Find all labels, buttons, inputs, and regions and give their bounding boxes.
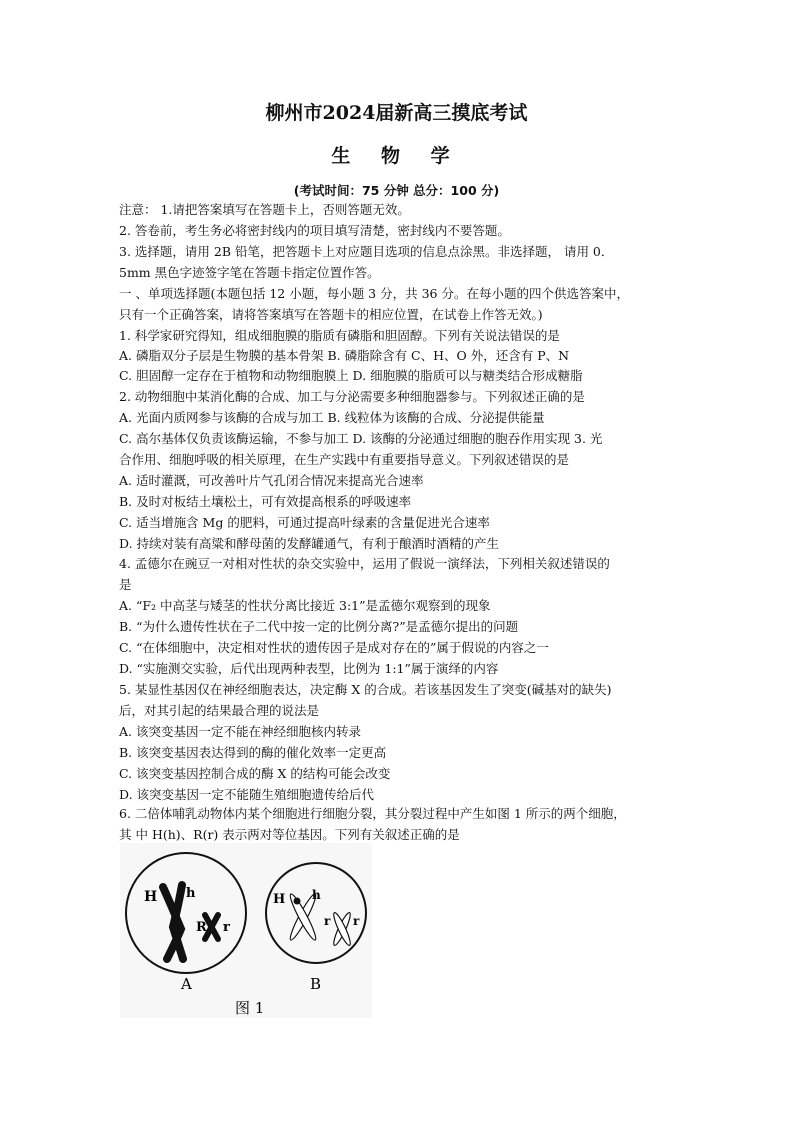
question-option: A. 适时灌溉，可改善叶片气孔闭合情况来提高光合速率 <box>119 473 424 488</box>
exam-info: (考试时间：75 分钟 总分：100 分) <box>293 183 500 198</box>
question-stem: 5. 某显性基因仅在神经细胞表达，决定酶 X 的合成。若该基因发生了突变(碱基对的缺失) <box>119 682 612 697</box>
question-option: A. 光面内质网参与该酶的合成与加工 B. 线粒体为该酶的合成、分泌提供能量 <box>119 410 545 425</box>
cell-a-label: A <box>181 975 192 993</box>
question-stem: 其 中 H(h)、R(r) 表示两对等位基因。下列有关叙述正确的是 <box>119 827 460 842</box>
question-option: D. 该突变基因一定不能随生殖细胞遗传给后代 <box>119 787 375 802</box>
gene-label-r: r <box>223 920 230 935</box>
exam-title: 柳州市2024届新高三摸底考试 <box>265 102 528 124</box>
question-option: C. 该突变基因控制合成的酶 X 的结构可能会改变 <box>119 766 391 781</box>
cell-b-label: B <box>310 975 322 993</box>
question-option: D. “实施测交实验，后代出现两种表型，比例为 1:1”属于演绎的内容 <box>119 661 499 676</box>
question-stem: 6. 二倍体哺乳动物体内某个细胞进行细胞分裂，其分裂过程中产生如图 1 所示的两个细胞， <box>119 806 626 821</box>
question-option: A. 该突变基因一定不能在神经细胞核内转录 <box>119 724 361 739</box>
notice-line: 2. 答卷前，考生务必将密封线内的项目填写清楚，密封线内不要答题。 <box>119 223 510 238</box>
question-stem: 后，对其引起的结果最合理的说法是 <box>119 703 320 718</box>
question-option: C. 胆固醇一定存在于植物和动物细胞膜上 D. 细胞膜的脂质可以与糖类结合形成糖脂 <box>119 368 583 383</box>
notice-line: 3. 选择题，请用 2B 铅笔，把答题卡上对应题目选项的信息点涂黑。非选择题， 请用 0． <box>119 244 614 259</box>
question-option: B. 及时对板结土壤松土，可有效提高根系的呼吸速率 <box>119 494 412 509</box>
gene-label-r: r <box>353 914 360 928</box>
question-stem: 合作用、细胞呼吸的相关原理，在生产实践中有重要指导意义。下列叙述错误的是 <box>119 452 570 467</box>
question-option: D. 持续对装有高粱和酵母菌的发酵罐通气，有利于酿酒时酒精的产生 <box>119 536 500 551</box>
question-option: C. 高尔基体仅负责该酶运输，不参与加工 D. 该酶的分泌通过细胞的胞吞作用实现 3. 光 <box>119 431 603 446</box>
gene-label-h: h <box>312 888 321 902</box>
question-option: A. 磷脂双分子层是生物膜的基本骨架 B. 磷脂除含有 C、H、O 外，还含有 P、N <box>119 348 570 363</box>
question-stem: 4. 孟德尔在豌豆一对相对性状的杂交实验中，运用了假说一演绎法，下列相关叙述错误的 <box>119 556 610 571</box>
notice-line: 注意： 1.请把答案填写在答题卡上，否则答题无效。 <box>119 202 410 217</box>
question-option: B. “为什么遗传性状在子二代中按一定的比例分离?”是孟德尔提出的问题 <box>119 619 519 634</box>
question-option: A. “F₂ 中高茎与矮茎的性状分离比接近 3:1”是孟德尔观察到的现象 <box>119 598 491 613</box>
question-stem: 是 <box>119 577 132 592</box>
cell-division-figure <box>120 843 372 1018</box>
subject-title: 生 物 学 <box>331 145 462 167</box>
cell-b-centromere <box>294 898 301 905</box>
question-stem: 2. 动物细胞中某消化酶的合成、加工与分泌需要多种细胞器参与。下列叙述正确的是 <box>119 389 585 404</box>
gene-label-H: H <box>144 889 158 905</box>
notice-line: 5mm 黑色字迹签字笔在答题卡指定位置作答。 <box>119 265 380 280</box>
question-option: B. 该突变基因表达得到的酶的催化效率一定更高 <box>119 745 387 760</box>
section-heading: 一 、单项选择题(本题包括 12 小题，每小题 3 分，共 36 分。在每小题的四个供选答案中， <box>119 286 629 301</box>
gene-label-R: R <box>196 920 207 935</box>
section-heading: 只有一个正确答案，请将答案填写在答题卡的相应位置，在试卷上作答无效。) <box>119 307 543 322</box>
gene-label-h: h <box>186 886 196 901</box>
figure-caption: 图 1 <box>235 999 265 1017</box>
question-stem: 1. 科学家研究得知，组成细胞膜的脂质有磷脂和胆固醇。下列有关说法错误的是 <box>119 328 560 343</box>
question-option: C. “在体细胞中，决定相对性状的遗传因子是成对存在的”属于假说的内容之一 <box>119 640 549 655</box>
gene-label-r: r <box>324 914 331 928</box>
question-option: C. 适当增施含 Mg 的肥料，可通过提高叶绿素的含量促进光合速率 <box>119 515 490 530</box>
gene-label-H: H <box>273 892 286 907</box>
